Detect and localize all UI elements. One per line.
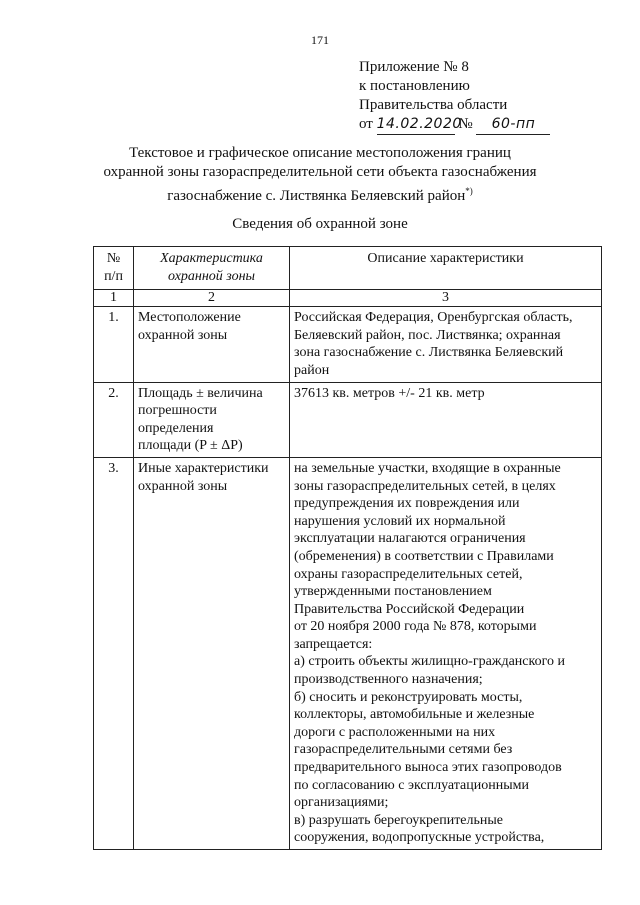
characteristic-line: охранной зоны (138, 478, 228, 494)
table-row (94, 307, 602, 382)
handwritten-date: 14.02.2020 (376, 116, 462, 132)
title-line-2: охранной зоны газораспределительной сети объекта газоснабжения (103, 164, 537, 180)
characteristic-line: Местоположение (138, 310, 241, 326)
characteristic-line: Иные характеристики (138, 460, 269, 476)
row-characteristic (134, 307, 290, 382)
description-line: район (294, 362, 330, 378)
description-line: нарушения условий их нормальной (294, 513, 506, 529)
column-number-row (94, 290, 602, 307)
title-line-1: Текстовое и графическое описание местоположения границ (129, 145, 511, 161)
description-line: на земельные участки, входящие в охранные (294, 460, 561, 476)
description-line: по согласованию с эксплуатационными (294, 777, 529, 793)
row-characteristic (134, 382, 290, 457)
description-line: в) разрушать берегоукрепительные (294, 812, 504, 828)
appendix-date-line (359, 115, 550, 135)
row-number: 1. (94, 307, 134, 382)
description-line: коллекторы, автомобильные и железные (294, 707, 535, 723)
row-number: 2. (94, 382, 134, 457)
description-line: газораспределительными сетями без (294, 742, 513, 758)
characteristic-line: охранной зоны (138, 327, 228, 343)
footnote-mark: *) (465, 186, 473, 196)
description-line: организациями; (294, 795, 389, 811)
description-line: 37613 кв. метров +/- 21 кв. метр (294, 385, 485, 401)
row-description (290, 307, 602, 382)
description-line: запрещается: (294, 636, 373, 652)
description-line: б) сносить и реконструировать мосты, (294, 689, 523, 705)
row-characteristic (134, 457, 290, 849)
characteristic-line: Площадь ± величина (138, 385, 263, 401)
column-number: 1 (94, 290, 134, 307)
date-field (376, 115, 462, 135)
description-line: зоны газораспределительных сетей, в целях (294, 478, 556, 494)
description-line: утвержденными постановлением (294, 584, 492, 600)
handwritten-number: 60-пп (491, 116, 536, 132)
description-line: дороги с расположенными на них (294, 724, 496, 740)
description-line: зона газоснабжение с. Листвянка Беляевский (294, 345, 564, 361)
description-line: Беляевский район, пос. Листвянка; охранная (294, 327, 561, 343)
description-line: предупреждения их повреждения или (294, 496, 520, 512)
number-field (476, 115, 550, 135)
header-description: Описание характеристики (290, 247, 602, 290)
table-row (94, 382, 602, 457)
protection-zone-table (93, 246, 602, 850)
characteristic-line: определения (138, 420, 214, 436)
characteristic-line: погрешности (138, 403, 217, 419)
title-line-3: газоснабжение с. Листвянка Беляевский район*) (167, 186, 473, 204)
table-row (94, 457, 602, 849)
header-num: № п/п (94, 247, 134, 290)
description-line: предварительного выноса этих газопроводов (294, 760, 562, 776)
description-line: Правительства Российской Федерации (294, 601, 525, 617)
appendix-ref: к постановлению (359, 78, 470, 94)
description-line: эксплуатации налагаются ограничения (294, 531, 526, 547)
date-prefix: от (359, 116, 373, 132)
appendix-authority: Правительства области (359, 97, 508, 113)
row-description (290, 457, 602, 849)
document-title (40, 144, 600, 206)
description-line: производственного назначения; (294, 672, 483, 688)
description-line: (обременения) в соответствии с Правилами (294, 548, 554, 564)
section-heading: Сведения об охранной зоне (232, 216, 408, 232)
appendix-title: Приложение № 8 (359, 59, 469, 75)
description-line: охраны газораспределительных сетей, (294, 566, 523, 582)
characteristic-line: площади (P ± ΔP) (138, 438, 243, 454)
description-line: сооружения, водопропускные устройства, (294, 830, 545, 846)
row-description (290, 382, 602, 457)
appendix-block (359, 58, 550, 135)
column-number: 2 (134, 290, 290, 307)
table-header-row (94, 247, 602, 290)
row-number: 3. (94, 457, 134, 849)
table-body (94, 307, 602, 850)
description-line: а) строить объекты жилищно-гражданского и (294, 654, 565, 670)
header-characteristic: Характеристика охранной зоны (134, 247, 290, 290)
description-line: Российская Федерация, Оренбургская область, (294, 310, 573, 326)
column-number: 3 (290, 290, 602, 307)
number-prefix: № (458, 116, 473, 132)
description-line: от 20 ноября 2000 года № 878, которыми (294, 619, 537, 635)
page-number: 171 (311, 33, 329, 47)
